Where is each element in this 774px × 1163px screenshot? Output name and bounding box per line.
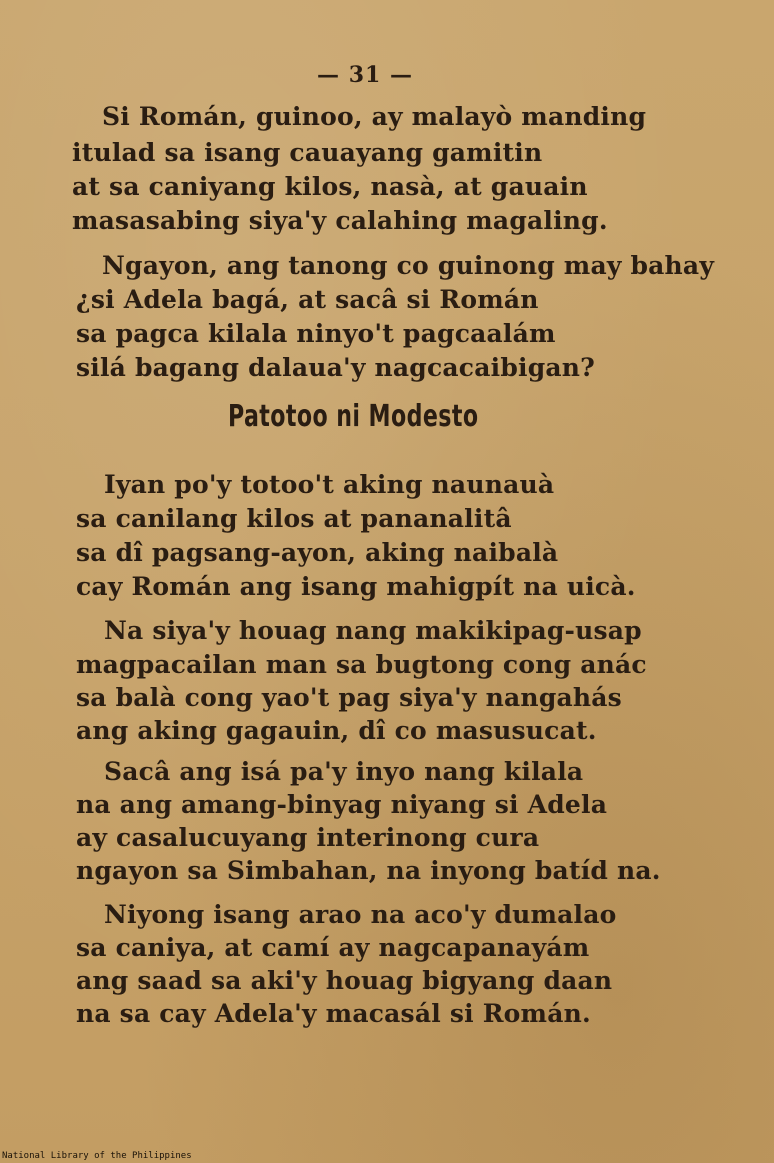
verse-line: at sa caniyang kilos, nasà, at gauain [72,172,588,201]
verse-line: Ngayon, ang tanong co guinong may bahay [102,251,715,280]
page-number: — 31 — [317,62,413,88]
verse-line: ¿si Adela bagá, at sacâ si Román [76,285,539,314]
verse-line: ang saad sa aki'y houag bigyang daan [76,966,613,995]
verse-line: Iyan po'y totoo't aking naunauà [104,470,555,499]
verse-line: magpacailan man sa bugtong cong anác [76,650,647,679]
verse-line: Na siya'y houag nang makikipag-usap [104,616,642,645]
verse-line: Niyong isang arao na aco'y dumalao [104,900,617,929]
verse-line: sa pagca kilala ninyo't pagcaalám [76,319,556,348]
verse-line: sa caniya, at camí ay nagcapanayám [76,933,590,962]
verse-line: na sa cay Adela'y macasál si Román. [76,999,591,1028]
verse-line: Si Román, guinoo, ay malayò manding [102,102,647,131]
verse-line: sa dî pagsang-ayon, aking naibalà [76,538,559,567]
verse-line: na ang amang-binyag niyang si Adela [76,790,608,819]
section-heading: Patotoo ni Modesto [228,399,479,434]
verse-line: itulad sa isang cauayang gamitin [72,138,543,167]
library-credit: National Library of the Philippines [2,1151,192,1161]
verse-line: Sacâ ang isá pa'y inyo nang kilala [104,757,584,786]
verse-line: ang aking gagauin, dî co masusucat. [76,716,597,745]
verse-line: silá bagang dalaua'y nagcacaibigan? [76,353,595,382]
verse-line: masasabing siya'y calahing magaling. [72,206,608,235]
verse-line: sa balà cong yao't pag siya'y nangahás [76,683,622,712]
verse-line: sa canilang kilos at pananalitâ [76,504,512,533]
verse-line: cay Román ang isang mahigpít na uicà. [76,572,636,601]
verse-line: ay casalucuyang interinong cura [76,823,540,852]
verse-line: ngayon sa Simbahan, na inyong batíd na. [76,856,661,885]
